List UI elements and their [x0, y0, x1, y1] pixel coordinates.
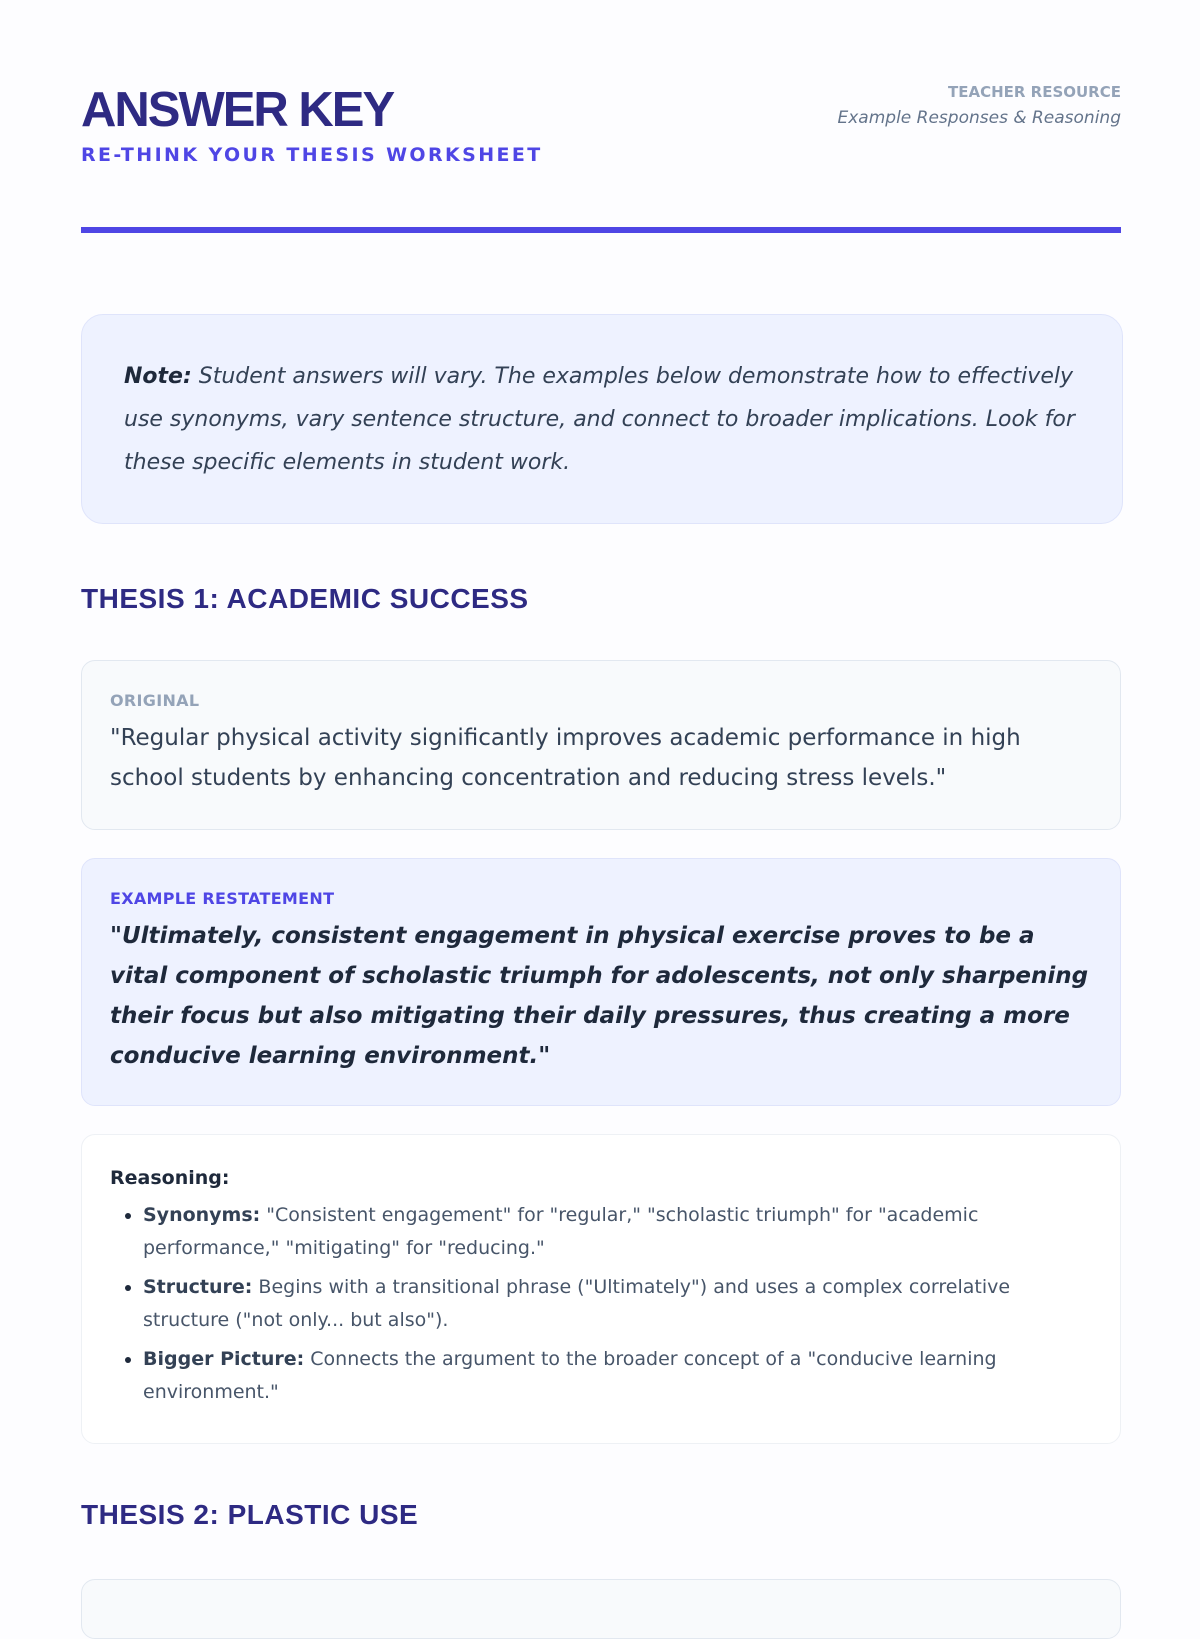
page-subtitle: RE-THINK YOUR THESIS WORKSHEET [81, 144, 543, 166]
teacher-resource-subtitle: Example Responses & Reasoning [837, 108, 1121, 128]
thesis-1-original-card [81, 660, 1121, 830]
page-title: ANSWER KEY [81, 83, 394, 137]
note-box [81, 314, 1123, 524]
reason-term: Structure: [143, 1276, 253, 1298]
reason-term: Bigger Picture: [143, 1348, 305, 1370]
reason-item-structure [143, 1271, 1092, 1337]
reasoning-list [110, 1199, 1092, 1409]
thesis-2-title: THESIS 2: PLASTIC USE [81, 1499, 419, 1530]
answer-key-page [81, 0, 1121, 1530]
example-text: "Ultimately, consistent engagement in physical exercise proves to be a vital component of scholastic triumph for adolescents, not only sharpening their focus but also mitigating their daily pressures, thus creating a more conducive learning environment." [110, 923, 1089, 1069]
thesis-1-reasoning-card [81, 1134, 1121, 1444]
reason-text: Connects the argument to the broader concept of a "conducive learning environment." [143, 1348, 997, 1403]
thesis-2-original-card [81, 1579, 1121, 1639]
reason-text: "Consistent engagement" for "regular," "scholastic triumph" for "academic performance," "mitigating" for "reducing." [143, 1204, 979, 1259]
reason-term: Synonyms: [143, 1204, 261, 1226]
reason-item-synonyms [143, 1199, 1092, 1265]
thesis-1-title: THESIS 1: ACADEMIC SUCCESS [81, 583, 529, 614]
example-label: EXAMPLE RESTATEMENT [110, 889, 335, 908]
header [81, 0, 1121, 236]
header-divider [81, 227, 1121, 233]
reason-item-bigger-picture [143, 1343, 1092, 1409]
original-label: ORIGINAL [110, 691, 200, 710]
reasoning-label: Reasoning: [110, 1167, 230, 1189]
teacher-resource-label: TEACHER RESOURCE [947, 83, 1121, 101]
original-text: "Regular physical activity significantly improves academic performance in high school students by enhancing concentration and reducing stress levels." [110, 725, 1021, 791]
reason-text: Begins with a transitional phrase ("Ultimately") and uses a complex correlative structure ("not only... but also"). [143, 1276, 1011, 1331]
note-text: Student answers will vary. The examples below demonstrate how to effectively use synonyms, vary sentence structure, and connect to broader implications. Look for these specific elements in student work. [124, 364, 1075, 475]
thesis-1-example-card [81, 858, 1121, 1106]
note-label: Note: [124, 364, 192, 389]
